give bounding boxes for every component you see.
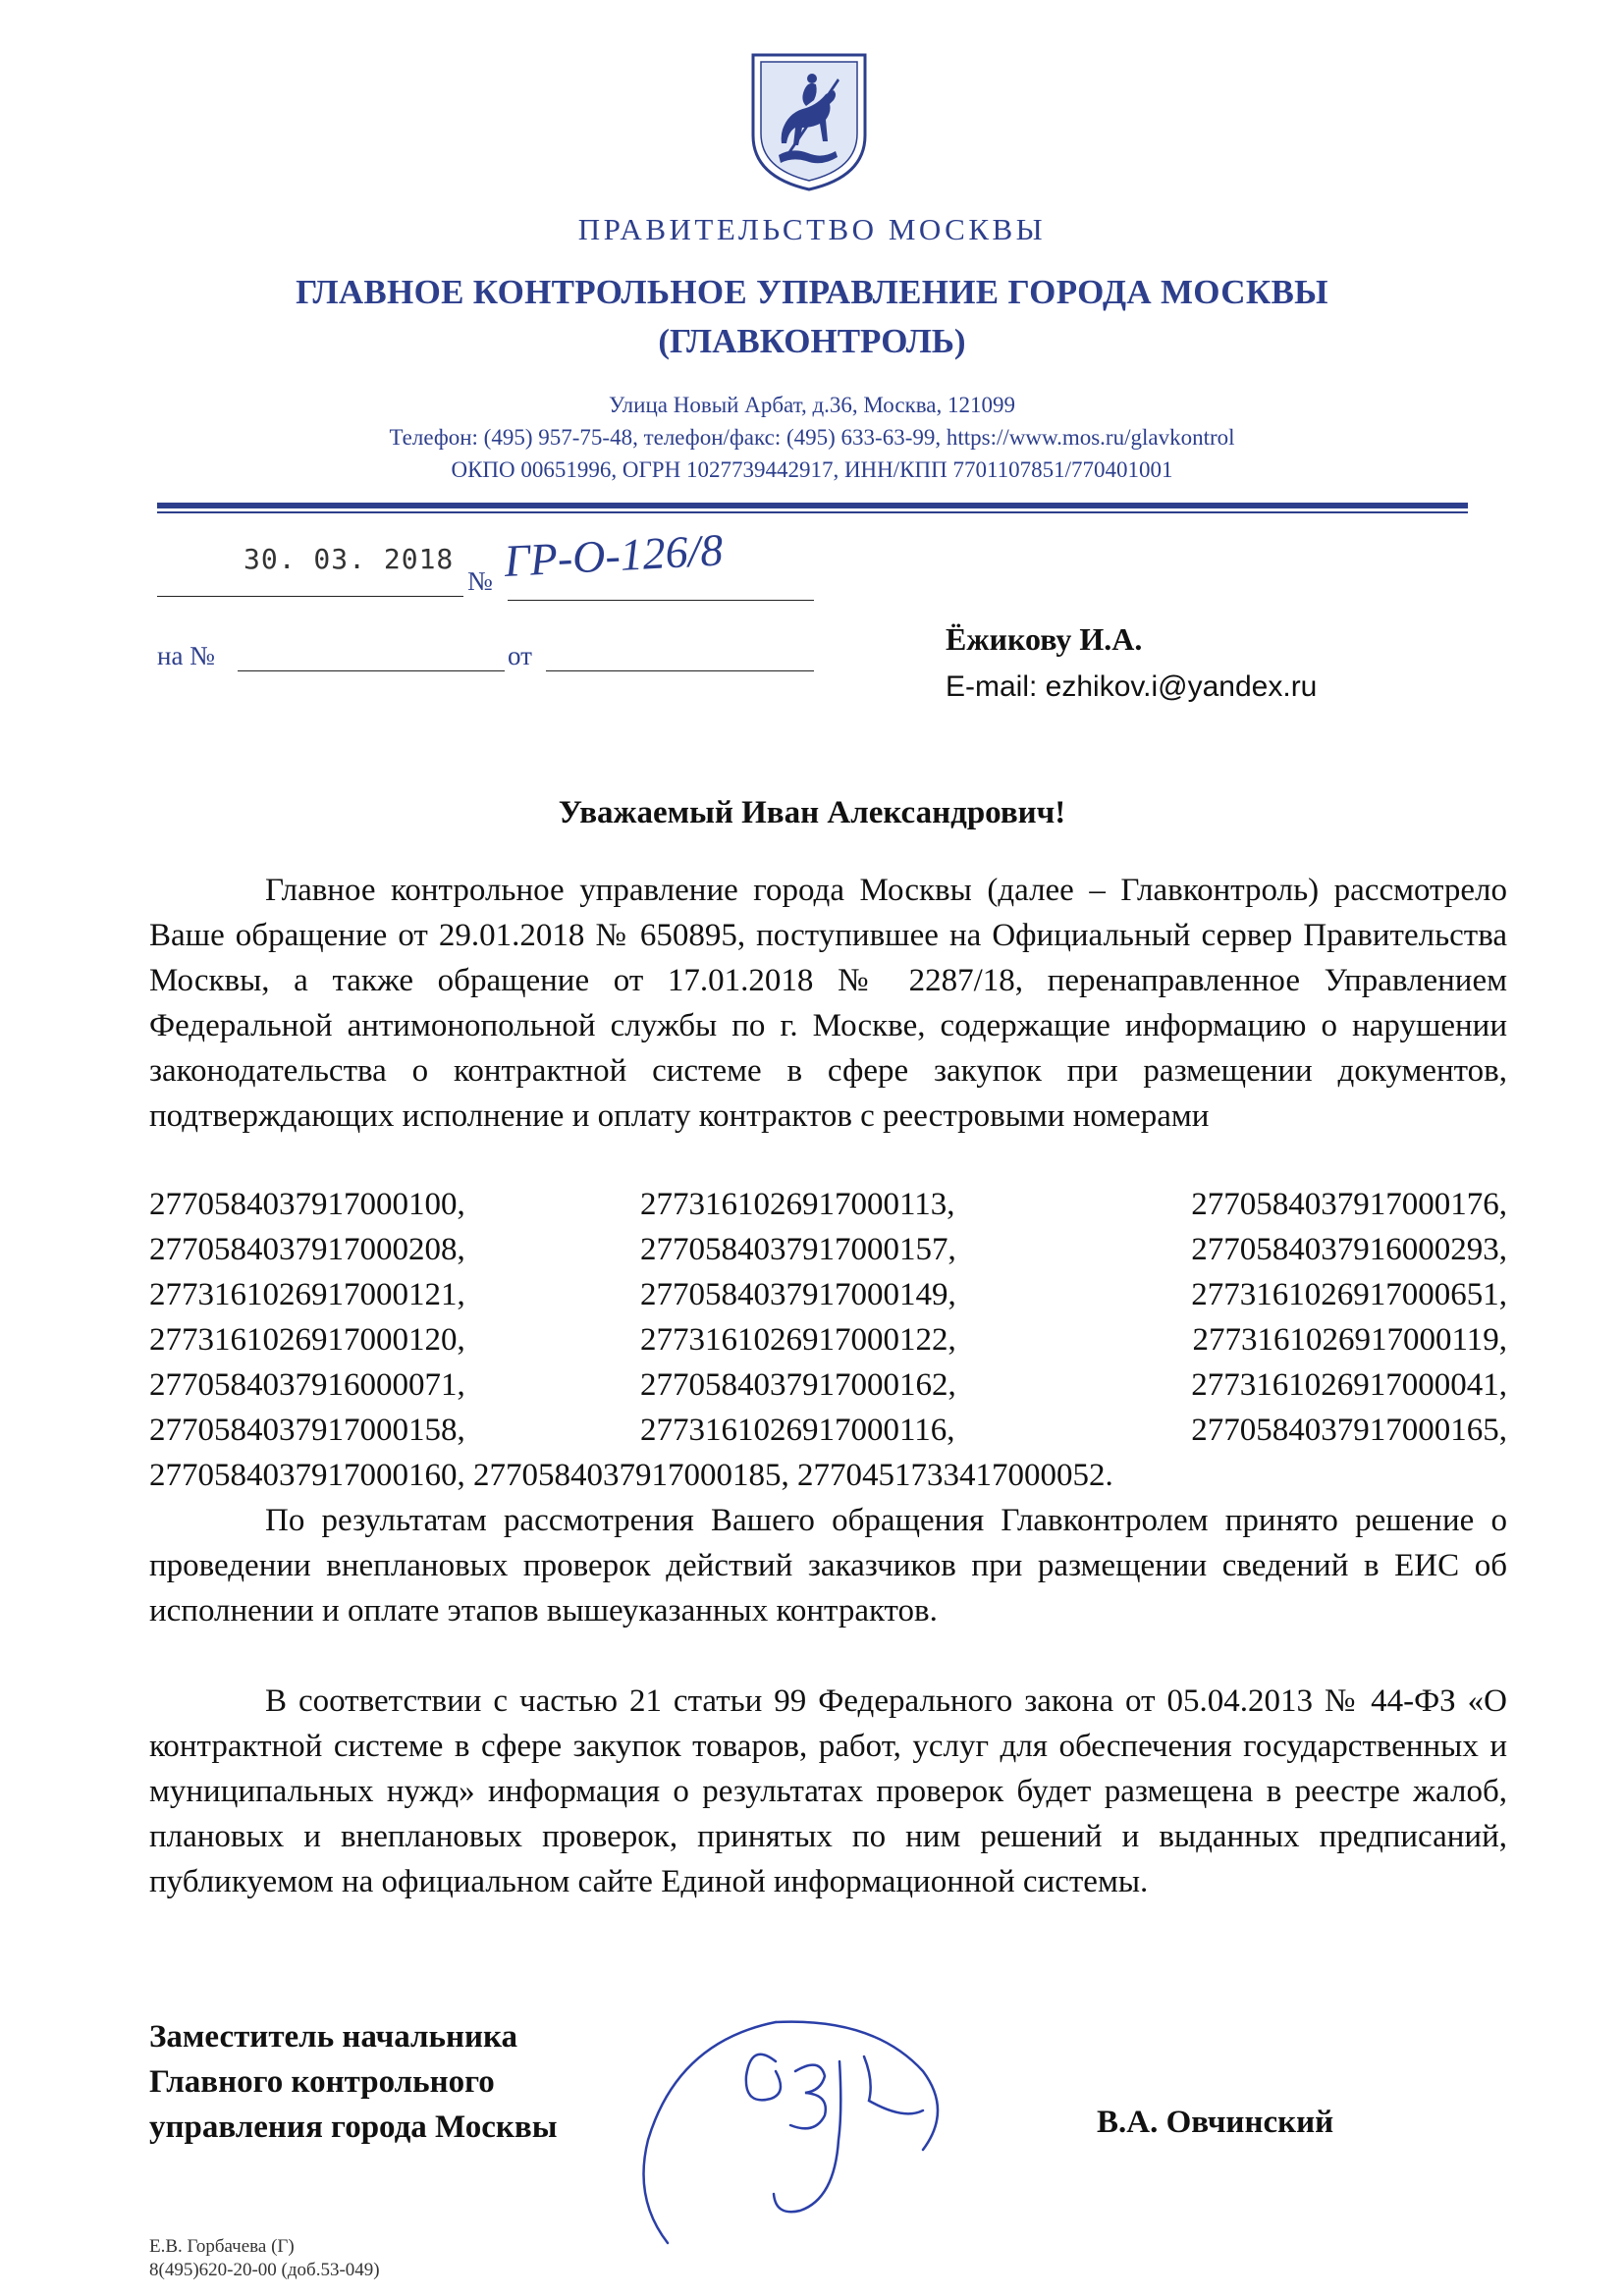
registry-number: 2773161026917000113, (640, 1187, 955, 1222)
registry-number: 2773161026917000041, (1191, 1367, 1507, 1403)
reference-date-underline (546, 670, 814, 671)
registry-number: 2773161026917000119, (1192, 1322, 1507, 1358)
registry-number: 2770584037917000165, (1191, 1413, 1507, 1448)
executor-phone: 8(495)620-20-00 (доб.53-049) (149, 2260, 380, 2280)
government-name: ПРАВИТЕЛЬСТВО МОСКВЫ (577, 212, 1047, 246)
registration-number-underline (508, 600, 814, 601)
registry-number: 2770584037917000162, (640, 1367, 956, 1403)
registry-number: 2770584037917000176, (1191, 1187, 1507, 1222)
signatory-name: В.А. Овчинский (1097, 2105, 1334, 2140)
greeting: Уважаемый Иван Александрович! (558, 795, 1066, 830)
signatory-position-line: Заместитель начальника (149, 2019, 517, 2055)
registration-date-underline (157, 596, 463, 597)
signatory-position-line: Главного контрольного (149, 2064, 495, 2100)
signatory-position (149, 2014, 558, 2150)
header-divider (157, 503, 1468, 508)
addressee-name: Ёжикову И.А. (946, 621, 1143, 657)
registry-numbers-table (149, 1182, 1507, 1453)
department-name: ГЛАВНОЕ КОНТРОЛЬНОЕ УПРАВЛЕНИЕ ГОРОДА МОСКВЫ (296, 273, 1328, 311)
registration-number: ГР-О-126/8 (503, 524, 725, 587)
registry-number: 2773161026917000122, (640, 1322, 956, 1358)
reference-number-underline (238, 670, 505, 671)
registry-number: 2770584037917000157, (640, 1232, 956, 1267)
registration-date: 30. 03. 2018 (244, 543, 455, 575)
department-address: Улица Новый Арбат, д.36, Москва, 121099 (608, 393, 1016, 417)
registry-number: 2773161026917000651, (1191, 1277, 1507, 1312)
paragraph-publication: В соответствии с частью 21 статьи 99 Федерального закона от 05.04.2013 № 44-ФЗ «О контрактной системе в сфере закупок товаров, работ, услуг для обеспечения государственных и муниципальных нужд» информация о результатах проверок будет размещена в реестре жалоб, плановых и внеплановых проверок, принятых по ним решений и выданных предписаний, публикуемом на официальном сайте Единой информационной системы. (149, 1683, 1507, 1899)
moscow-coat-of-arms-icon (749, 51, 869, 193)
reference-date-label: от (508, 641, 532, 670)
registry-number: 2773161026917000116, (640, 1413, 955, 1448)
department-phones: Телефон: (495) 957-75-48, телефон/факс: (495) 633-63-99, https://www.mos.ru/glavkontrol (389, 425, 1235, 450)
paragraph-request: Главное контрольное управление города Москвы (далее – Главконтроль) рассмотрело Ваше обращение от 29.01.2018 № 650895, поступившее на Официальный сервер Правительства Москвы, а также обращение от 17.01.2018 № 2287/18, перенаправленное Управлением Федеральной антимонопольной службы по г. Москве, содержащие информацию о нарушении законодательства о контрактной системе в сфере закупок при размещении документов, подтверждающих исполнение и оплату контрактов с реестровыми номерами (149, 873, 1507, 1134)
registry-number: 2773161026917000120, (149, 1322, 465, 1358)
registry-number: 2770584037917000149, (640, 1277, 956, 1312)
header-divider-thin (157, 511, 1468, 513)
signatory-position-line: управления города Москвы (149, 2109, 558, 2145)
registry-number: 2770584037916000071, (149, 1367, 465, 1403)
handwritten-signature (628, 2002, 992, 2253)
department-codes: ОКПО 00651996, ОГРН 1027739442917, ИНН/КПП 7701107851/770401001 (451, 457, 1173, 482)
paragraph-decision: По результатам рассмотрения Вашего обращения Главконтролем принято решение о проведении внеплановых проверок действий заказчиков при размещении сведений в ЕИС об исполнении и оплате этапов вышеуказанных контрактов. (149, 1503, 1507, 1629)
department-short-name: (ГЛАВКОНТРОЛЬ) (658, 322, 966, 360)
registry-number: 2770584037917000158, (149, 1413, 465, 1448)
registry-number: 2770584037917000208, (149, 1232, 465, 1267)
registry-numbers-last-line: 2770584037917000160, 2770584037917000185, 2770451733417000052. (149, 1458, 1113, 1493)
addressee-email: E-mail: ezhikov.i@yandex.ru (946, 670, 1318, 703)
registry-number: 2773161026917000121, (149, 1277, 465, 1312)
reference-number-label: на № (157, 641, 215, 670)
executor-name: Е.В. Горбачева (Г) (149, 2236, 295, 2257)
registration-number-label: № (467, 566, 493, 596)
registry-number: 2770584037917000100, (149, 1187, 465, 1222)
registry-number: 2770584037916000293, (1191, 1232, 1507, 1267)
